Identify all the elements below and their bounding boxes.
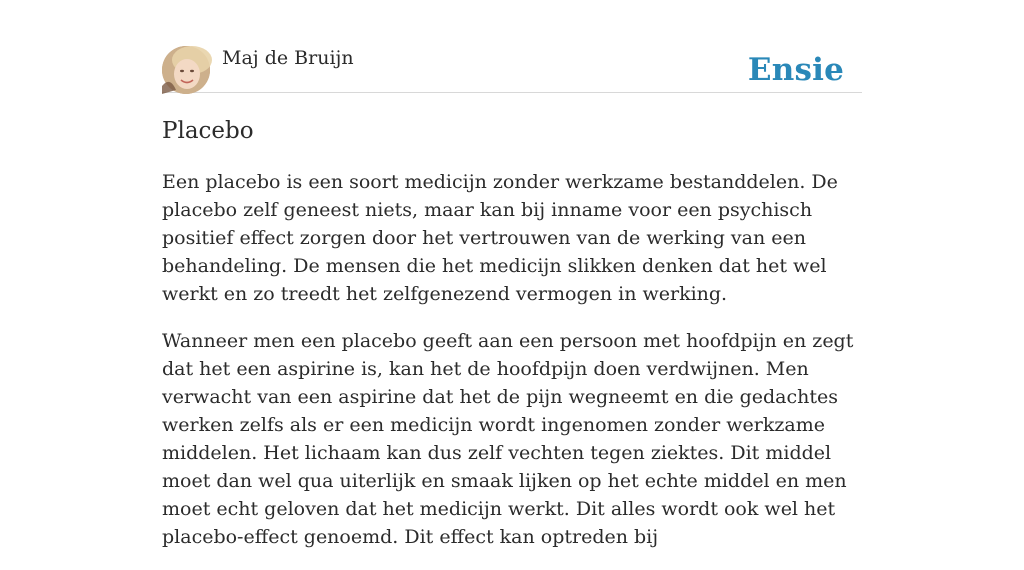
ensie-logo[interactable]: Ensie xyxy=(747,52,844,88)
article-title: Placebo xyxy=(162,118,254,144)
article-paragraph: Wanneer men een placebo geeft aan een persoon met hoofdpijn en zegt dat het een aspirine is, kan het de hoofdpijn doen verdwijnen. Men verwacht van een aspirine dat het de pijn wegneemt en die gedachtes werken zelfs als er een medicijn wordt ingenomen zonder werkzame middelen. Het lichaam kan dus zelf vechten tegen ziektes. Dit middel moet dan wel qua uiterlijk en smaak lijken op het echte middel en men moet echt geloven dat het medicijn werkt. Dit alles wordt ook wel het placebo-effect genoemd. Dit effect kan optreden bij xyxy=(162,330,854,548)
author-avatar[interactable] xyxy=(162,46,210,94)
author-name[interactable]: Maj de Bruijn xyxy=(222,47,354,69)
article-body xyxy=(162,168,862,570)
avatar-image xyxy=(162,46,210,94)
article-header xyxy=(162,46,862,93)
article-paragraph: Een placebo is een soort medicijn zonder werkzame bestanddelen. De placebo zelf geneest niets, maar kan bij inname voor een psychisch positief effect zorgen door het vertrouwen van de werking van een behandeling. De mensen die het medicijn slikken denken dat het wel werkt en zo treedt het zelfgenezend vermogen in werking. xyxy=(162,171,838,305)
